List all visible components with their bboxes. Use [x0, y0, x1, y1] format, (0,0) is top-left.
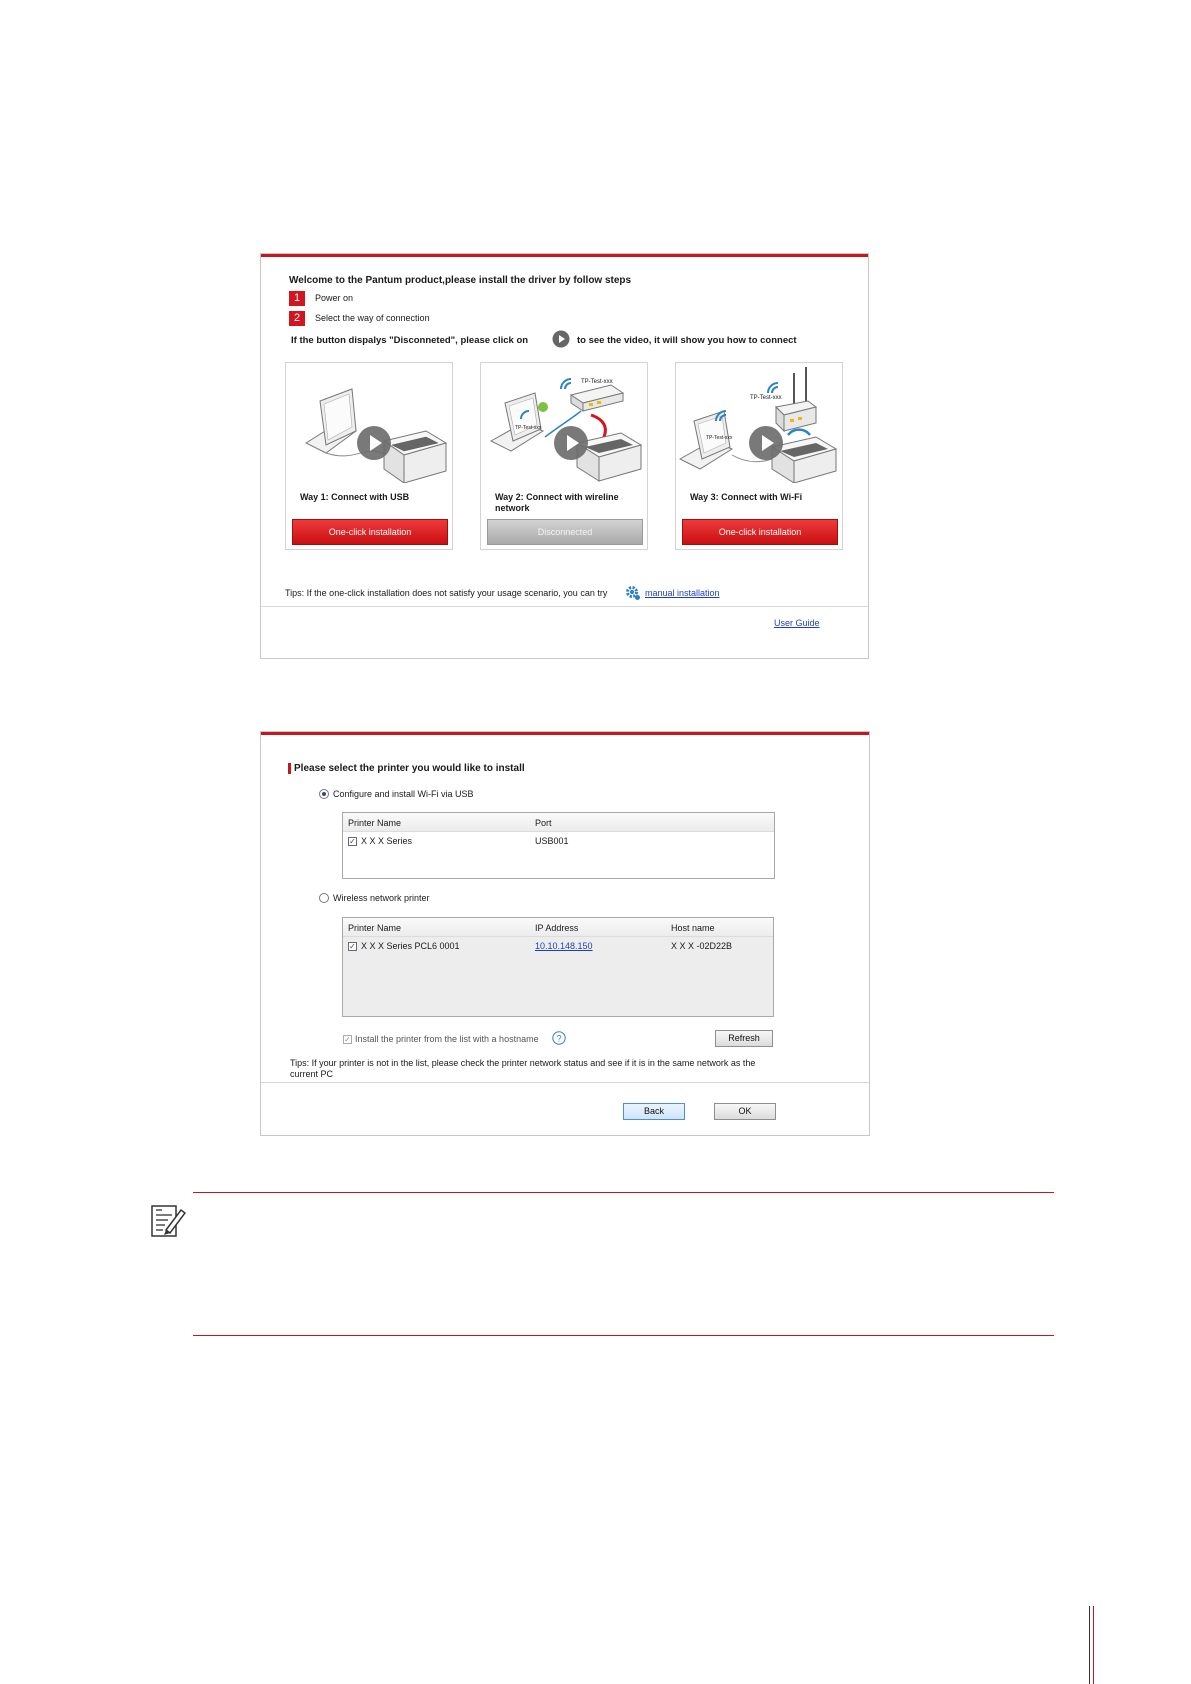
- ok-button[interactable]: OK: [714, 1103, 776, 1120]
- tips-text: Tips: If the one-click installation does not satisfy your usage scenario, you can try: [285, 588, 608, 598]
- select-printer-dialog: [260, 731, 870, 1136]
- video-hint-before: If the button dispalys "Disconneted", please click on: [291, 335, 529, 346]
- wireline-disconnected-button[interactable]: Disconnected: [487, 519, 643, 545]
- column-header-ip-address: IP Address: [535, 923, 579, 933]
- hostname-install-label: Install the printer from the list with a hostname: [355, 1034, 539, 1044]
- table-header: [343, 813, 774, 832]
- wireline-connection-card: [480, 362, 648, 550]
- network-printer-name[interactable]: X X X Series PCL6 0001: [361, 941, 460, 951]
- network-printer-checkbox[interactable]: ✓: [349, 942, 356, 951]
- column-header-printer-name: Printer Name: [348, 818, 402, 828]
- note-pad-icon: [150, 1204, 186, 1238]
- printer-host-name: X X X -02D22B: [671, 941, 733, 951]
- step-1-badge: 1: [289, 291, 305, 306]
- note-bottom-rule: [193, 1335, 1054, 1336]
- column-header-printer-name: Printer Name: [348, 923, 402, 933]
- play-icon[interactable]: [356, 425, 392, 461]
- printer-tips: Tips: If your printer is not in the list, please check the printer network status and see if it is in the same network as the current PC: [290, 1058, 756, 1079]
- step-1-label: Power on: [315, 293, 354, 303]
- network-printer-table: [342, 917, 774, 1017]
- usb-printer-table: [342, 812, 775, 879]
- step-2-label: Select the way of connection: [315, 313, 430, 323]
- page-edge-rule: [1093, 1606, 1094, 1684]
- usb-card-title: Way 1: Connect with USB: [300, 492, 410, 502]
- connection-dialog: [260, 253, 869, 659]
- usb-printer-checkbox[interactable]: ✓: [349, 837, 356, 846]
- heading-marker: [288, 763, 291, 774]
- wifi-setup-illustration: [676, 363, 842, 483]
- svg-text:?: ?: [556, 1033, 562, 1044]
- column-header-port: Port: [535, 818, 552, 828]
- usb-one-click-install-button[interactable]: One-click installation: [292, 519, 448, 545]
- router-label: TP-Test-xxx: [581, 379, 613, 385]
- step-2-badge: 2: [289, 311, 305, 326]
- page-edge-rule: [1089, 1606, 1090, 1684]
- wifi-one-click-install-button[interactable]: One-click installation: [682, 519, 838, 545]
- play-video-icon[interactable]: [552, 330, 570, 348]
- refresh-button[interactable]: Refresh: [715, 1030, 773, 1047]
- dialog-accent-bar: [261, 732, 869, 735]
- play-icon[interactable]: [748, 425, 784, 461]
- wireless-printer-label: Wireless network printer: [333, 893, 430, 903]
- printer-ip-link[interactable]: 10.10.148.150: [535, 941, 593, 951]
- gear-icon: [625, 585, 641, 601]
- help-icon[interactable]: [552, 1031, 566, 1045]
- laptop-label: TP-Test-xxx: [515, 425, 542, 431]
- manual-installation-link[interactable]: manual installation: [645, 588, 720, 598]
- play-icon[interactable]: [553, 425, 589, 461]
- usb-printer-name[interactable]: X X X Series: [361, 836, 413, 846]
- wireline-card-title: Way 2: Connect with wireline network: [495, 492, 619, 513]
- column-header-host-name: Host name: [671, 923, 715, 933]
- dialog-divider: [261, 606, 868, 607]
- video-hint-after: to see the video, it will show you how to connect: [577, 335, 797, 346]
- usb-config-radio[interactable]: [319, 789, 329, 799]
- usb-printer-port: USB001: [535, 836, 569, 846]
- back-button[interactable]: Back: [623, 1103, 685, 1120]
- wireless-printer-radio[interactable]: [319, 893, 329, 903]
- welcome-heading: Welcome to the Pantum product,please install the driver by follow steps: [289, 275, 632, 286]
- hostname-install-checkbox[interactable]: ✓: [344, 1035, 351, 1044]
- wifi-card-title: Way 3: Connect with Wi-Fi: [690, 492, 803, 502]
- dialog-divider: [261, 1082, 869, 1083]
- wifi-connection-card: [675, 362, 843, 550]
- usb-config-label: Configure and install Wi-Fi via USB: [333, 789, 474, 799]
- router-label: TP-Test-xxx: [750, 395, 782, 401]
- user-guide-link[interactable]: User Guide: [774, 618, 820, 628]
- dialog-accent-bar: [261, 254, 868, 257]
- select-printer-heading: Please select the printer you would like to install: [294, 763, 525, 774]
- usb-connection-card: [285, 362, 453, 550]
- note-top-rule: [193, 1192, 1054, 1193]
- laptop-label: TP-Test-xxx: [706, 435, 733, 441]
